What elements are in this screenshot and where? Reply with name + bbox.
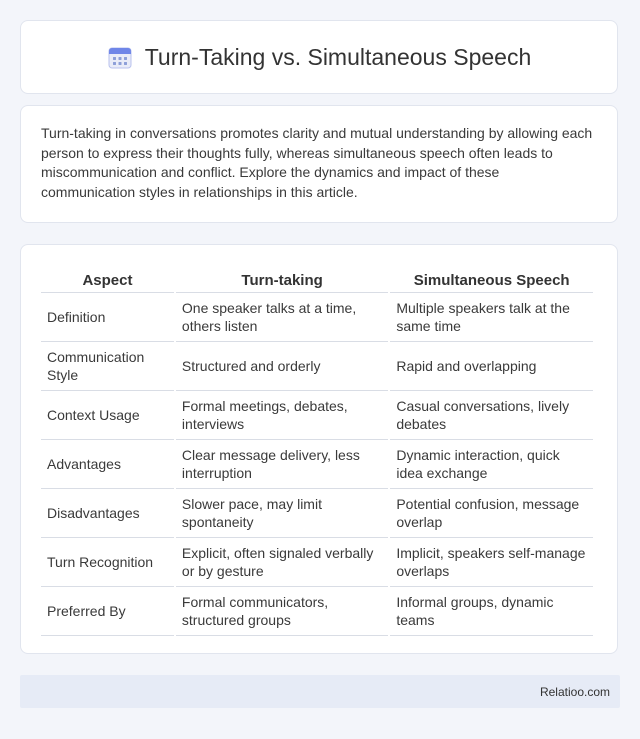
simultaneous-speech-cell: Multiple speakers talk at the same time <box>390 293 593 342</box>
intro-text: Turn-taking in conversations promotes clarity and mutual understanding by allowing each person to express their thoughts fully, whereas simultaneous speech often leads to miscommunication and conflict. Explore the dynamics and impact of these communication styles in relationships in this article. <box>41 125 593 200</box>
column-header-simultaneous-speech: Simultaneous Speech <box>390 266 593 293</box>
simultaneous-speech-cell: Dynamic interaction, quick idea exchange <box>390 440 593 489</box>
aspect-cell: Communication Style <box>41 342 174 391</box>
aspect-cell: Definition <box>41 293 174 342</box>
comparison-table-card <box>20 244 618 654</box>
table-row <box>41 538 593 587</box>
calendar-icon <box>107 44 133 70</box>
table-row <box>41 440 593 489</box>
table-header-row <box>41 266 593 293</box>
comparison-table <box>39 266 595 636</box>
aspect-cell: Context Usage <box>41 391 174 440</box>
aspect-cell: Turn Recognition <box>41 538 174 587</box>
simultaneous-speech-cell: Casual conversations, lively debates <box>390 391 593 440</box>
turn-taking-cell: Slower pace, may limit spontaneity <box>176 489 388 538</box>
table-row <box>41 293 593 342</box>
simultaneous-speech-cell: Implicit, speakers self-manage overlaps <box>390 538 593 587</box>
simultaneous-speech-cell: Informal groups, dynamic teams <box>390 587 593 636</box>
column-header-turn-taking: Turn-taking <box>176 266 388 293</box>
table-row <box>41 587 593 636</box>
table-row <box>41 489 593 538</box>
turn-taking-cell: Explicit, often signaled verbally or by gesture <box>176 538 388 587</box>
aspect-cell: Preferred By <box>41 587 174 636</box>
title-card <box>20 20 618 94</box>
turn-taking-cell: One speaker talks at a time, others listen <box>176 293 388 342</box>
column-header-aspect: Aspect <box>41 266 174 293</box>
footer-brand: Relatioo.com <box>539 684 610 699</box>
simultaneous-speech-cell: Potential confusion, message overlap <box>390 489 593 538</box>
table-row <box>41 391 593 440</box>
table-row <box>41 342 593 391</box>
turn-taking-cell: Structured and orderly <box>176 342 388 391</box>
simultaneous-speech-cell: Rapid and overlapping <box>390 342 593 391</box>
intro-card <box>20 105 618 223</box>
aspect-cell: Disadvantages <box>41 489 174 538</box>
page-title: Turn-Taking vs. Simultaneous Speech <box>144 43 532 70</box>
turn-taking-cell: Clear message delivery, less interruption <box>176 440 388 489</box>
turn-taking-cell: Formal meetings, debates, interviews <box>176 391 388 440</box>
turn-taking-cell: Formal communicators, structured groups <box>176 587 388 636</box>
aspect-cell: Advantages <box>41 440 174 489</box>
footer <box>20 675 620 708</box>
